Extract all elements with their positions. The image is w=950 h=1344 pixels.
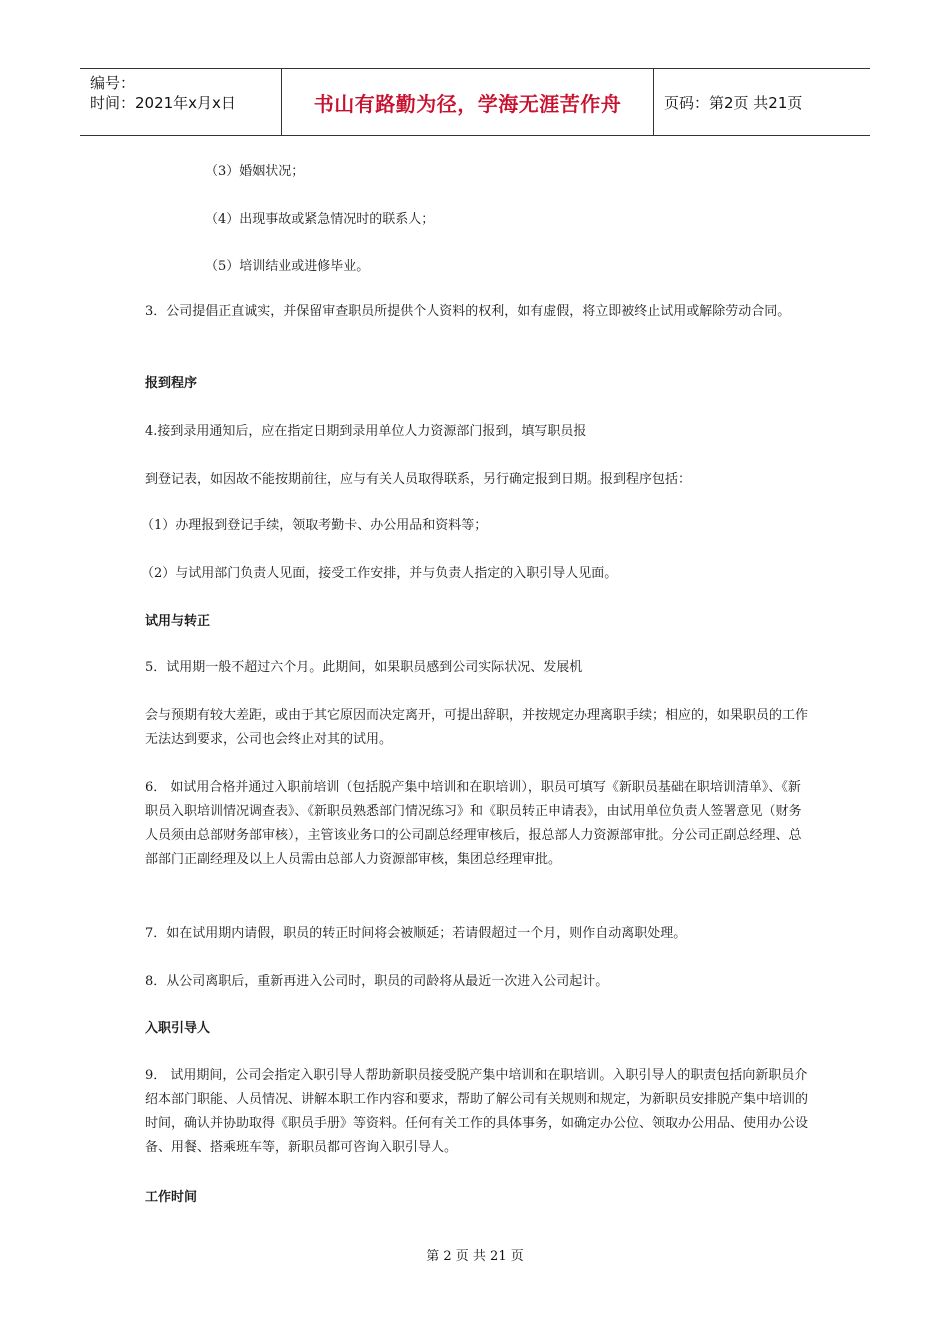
header-meta	[80, 69, 282, 135]
paragraph: 6． 如试用合格并通过入职前培训（包括脱产集中培训和在职培训），职员可填写《新职员基础在职培训清单》、《新职员入职培训情况调查表》、《新职员熟悉部门情况练习》和《职员转正申请表》，由试用单位负责人签署意见（财务人员须由总部财务部审核），主管该业务口的公司副总经理审核后，报总部人力资源部审批。分公司正副总经理、总部部门正副经理及以上人员需由总部人力资源部审核，集团总经理审批。	[145, 780, 802, 867]
section-heading: 试用与转正	[145, 614, 211, 629]
section-heading: 工作时间	[145, 1190, 198, 1205]
paragraph: 到登记表，如因故不能按期前往，应与有关人员取得联系，另行确定报到日期。报到程序包括：	[145, 472, 692, 487]
paragraph: （3）婚姻状况；	[205, 164, 305, 179]
header-motto: 书山有路勤为径，学海无涯苦作舟	[282, 69, 654, 135]
paragraph: 7．如在试用期内请假，职员的转正时间将会被顺延；若请假超过一个月，则作自动离职处理。	[145, 926, 687, 941]
paragraph: 会与预期有较大差距，或由于其它原因而决定离开，可提出辞职，并按规定办理离职手续；相应的，如果职员的工作无法达到要求，公司也会终止对其的试用。	[145, 708, 809, 747]
section-heading: 入职引导人	[145, 1021, 211, 1036]
paragraph: 5．试用期一般不超过六个月。此期间，如果职员感到公司实际状况、发展机	[145, 660, 583, 675]
paragraph: （2）与试用部门负责人见面，接受工作安排，并与负责人指定的入职引导人见面。	[141, 566, 618, 581]
doc-time: 时间：2021年x月x日	[90, 94, 236, 112]
paragraph: 9． 试用期间，公司会指定入职引导人帮助新职员接受脱产集中培训和在职培训。入职引导人的职责包括向新职员介绍本部门职能、人员情况、讲解本职工作内容和要求，帮助了解公司有关规则和规定，为新职员安排脱产集中培训的时间，确认并协助取得《职员手册》等资料。任何有关工作的具体事务，如确定办公位、领取办公用品、使用办公设备、用餐、搭乘班车等，新职员都可咨询入职引导人。	[145, 1068, 809, 1155]
paragraph: 8．从公司离职后，重新再进入公司时，职员的司龄将从最近一次进入公司起计。	[145, 974, 609, 989]
paragraph: 3．公司提倡正直诚实，并保留审查职员所提供个人资料的权利，如有虚假，将立即被终止试用或解除劳动合同。	[145, 304, 791, 319]
section-heading: 报到程序	[145, 376, 198, 391]
paragraph: （5）培训结业或进修毕业。	[205, 259, 370, 274]
doc-number: 编号：	[90, 74, 136, 92]
page-footer: 第 2 页 共 21 页	[426, 1249, 524, 1264]
paragraph: （1）办理报到登记手续，领取考勤卡、办公用品和资料等；	[141, 518, 488, 533]
paragraph: 4.接到录用通知后，应在指定日期到录用单位人力资源部门报到，填写职员报	[145, 424, 587, 439]
page-header	[80, 68, 870, 136]
paragraph: （4）出现事故或紧急情况时的联系人；	[205, 212, 435, 227]
header-page-info: 页码：第2页 共21页	[664, 93, 803, 112]
